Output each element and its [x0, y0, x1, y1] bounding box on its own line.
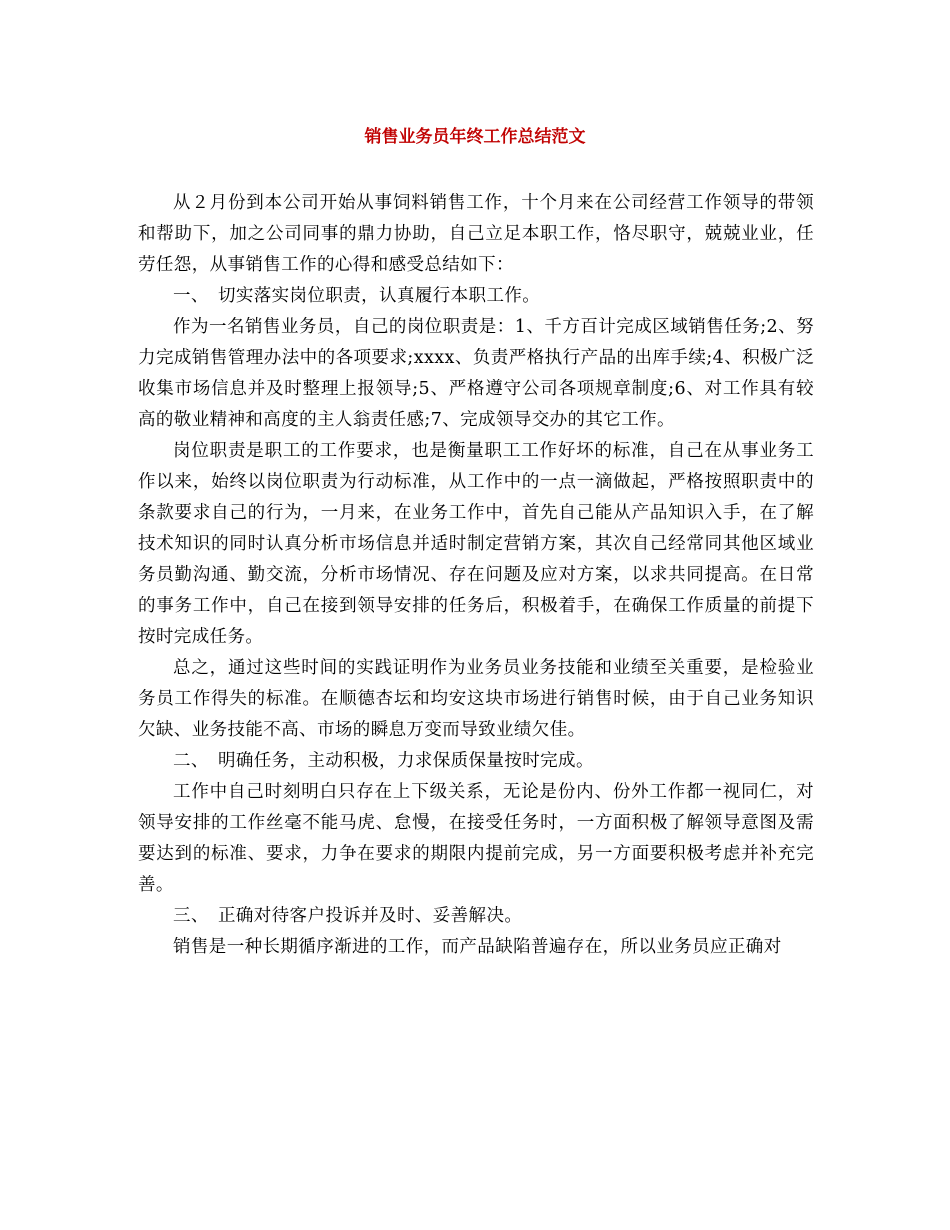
section-heading-1: 一、 切实落实岗位职责，认真履行本职工作。	[173, 286, 541, 306]
section-heading-2: 二、 明确任务，主动积极，力求保质保量按时完成。	[173, 751, 594, 771]
paragraph-intro: 从２月份到本公司开始从事饲料销售工作，十个月来在公司经营工作领导的带领和帮助下，加之公司同事的鼎力协助，自己立足本职工作，恪尽职守，兢兢业业，任劳任怨，从事销售工作的心得和感受总结如下：	[138, 193, 814, 275]
document-body	[138, 188, 814, 963]
paragraph-duties: 作为一名销售业务员，自己的岗位职责是：1、千方百计完成区域销售任务;2、努力完成销售管理办法中的各项要求;xxxx、负责严格执行产品的出库手续;4、积极广泛收集市场信息并及时整理上报领导;5、严格遵守公司各项规章制度;6、对工作具有较高的敬业精神和高度的主人翁责任感;7、完成领导交办的其它工作。	[138, 317, 814, 430]
paragraph-complaints: 销售是一种长期循序渐进的工作，而产品缺陷普遍存在，所以业务员应正确对	[173, 937, 782, 957]
document-title: 销售业务员年终工作总结范文	[364, 127, 586, 147]
section-heading-3: 三、 正确对待客户投诉并及时、妥善解决。	[173, 906, 523, 926]
paragraph-standards: 岗位职责是职工的工作要求，也是衡量职工工作好坏的标准，自己在从事业务工作以来，始终以岗位职责为行动标准，从工作中的一点一滴做起，严格按照职责中的条款要求自己的行为，一月来，在业务工作中，首先自己能从产品知识入手，在了解技术知识的同时认真分析市场信息并适时制定营销方案，其次自己经常同其他区域业务员勤沟通、勤交流，分析市场情况、存在问题及应对方案，以求共同提高。在日常的事务工作中，自己在接到领导安排的任务后，积极着手，在确保工作质量的前提下按时完成任务。	[138, 441, 814, 647]
paragraph-summary: 总之，通过这些时间的实践证明作为业务员业务技能和业绩至关重要，是检验业务员工作得失的标准。在顺德杏坛和均安这块市场进行销售时候，由于自己业务知识欠缺、业务技能不高、市场的瞬息万变而导致业绩欠佳。	[138, 658, 814, 740]
paragraph-tasks: 工作中自己时刻明白只存在上下级关系，无论是份内、份外工作都一视同仁，对领导安排的工作丝毫不能马虎、怠慢，在接受任务时，一方面积极了解领导意图及需要达到的标准、要求，力争在要求的期限内提前完成，另一方面要积极考虑并补充完善。	[138, 782, 814, 895]
